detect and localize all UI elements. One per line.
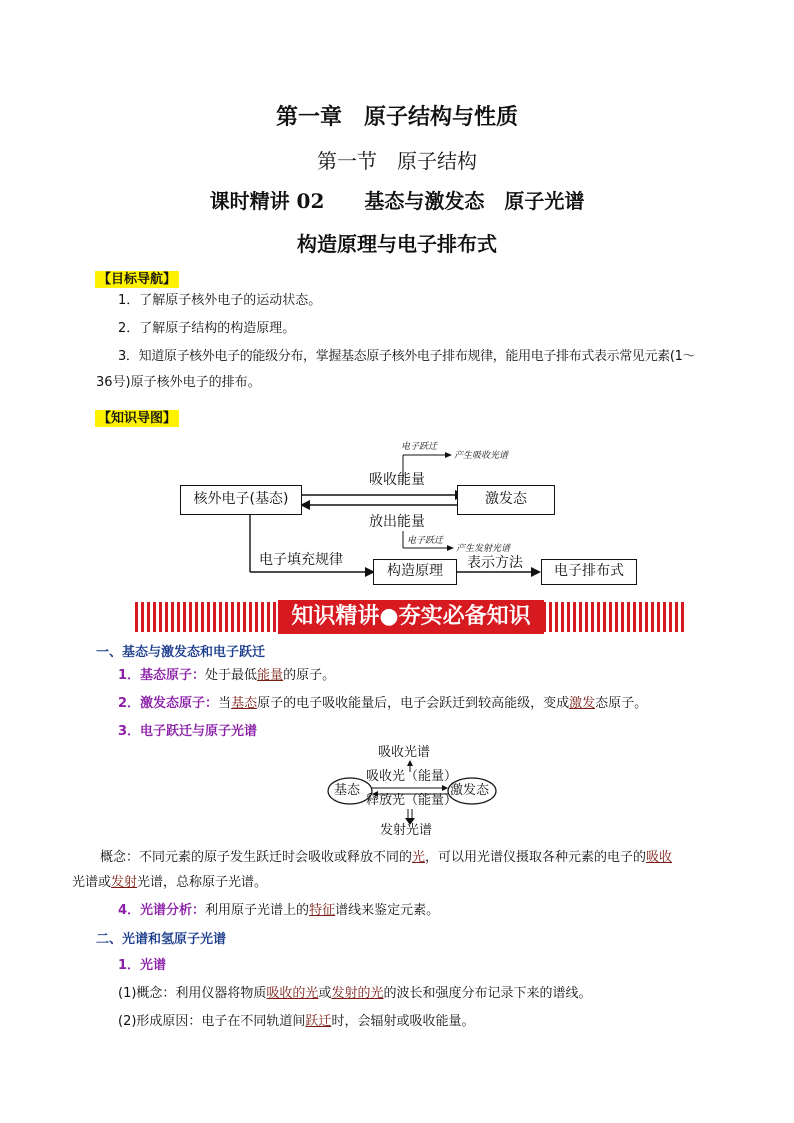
text: 光谱，总称原子光谱。	[137, 875, 268, 890]
goal-item: 1．了解原子核外电子的运动状态。	[118, 293, 322, 308]
release-energy-label: 放出能量	[369, 514, 425, 530]
underlined-answer: 跃迁	[305, 1014, 332, 1029]
section1-heading: 一、基态与激发态和电子跃迁	[96, 645, 266, 660]
box-electron-configuration: 电子排布式	[541, 559, 637, 585]
text: 时，会辐射或吸收能量。	[331, 1014, 475, 1029]
text: (1)概念：利用仪器将物质	[118, 986, 267, 1001]
item-excited-state	[118, 693, 647, 715]
underlined-answer: 吸收的光	[266, 986, 319, 1001]
text: 的波长和强度分布记录下来的谱线。	[383, 986, 592, 1001]
text: 利用原子光谱上的	[205, 903, 310, 918]
text: ，可以用光谱仪摄取各种元素的电子的	[425, 850, 647, 865]
emit-spectrum-label: 产生发射光谱	[456, 544, 511, 554]
concept-line-2	[72, 872, 267, 894]
goal-item: 36号)原子核外电子的排布。	[96, 375, 261, 390]
goal-item: 2．了解原子结构的构造原理。	[118, 321, 296, 336]
text: 当	[218, 696, 232, 711]
underlined-answer: 吸收	[646, 850, 673, 865]
underlined-answer: 基态	[231, 696, 258, 711]
item-head: 4．光谱分析：	[118, 903, 206, 918]
chapter-title: 第一章 原子结构与性质	[275, 104, 518, 130]
jump-top-label: 电子跃迁	[401, 442, 438, 452]
underlined-answer: 激发	[569, 696, 596, 711]
text: 光谱或	[72, 875, 112, 890]
text: 或	[318, 986, 332, 1001]
subsection-spectrum	[118, 955, 166, 977]
absorb-spectrum-label: 产生吸收光谱	[454, 451, 509, 461]
knowledge-map-tag: 【知识导图】	[95, 410, 179, 427]
text: 态原子。	[595, 696, 648, 711]
spectrum-cause	[118, 1011, 474, 1033]
absorb-spectrum-text: 吸收光谱	[378, 745, 431, 760]
transition-diagram	[326, 746, 498, 840]
lesson-subtitle: 构造原理与电子排布式	[297, 232, 497, 256]
text: 谱线来鉴定元素。	[335, 903, 440, 918]
banner-label: 知识精讲●夯实必备知识	[278, 600, 544, 634]
item-spectra-heading	[118, 721, 257, 743]
text: 处于最低	[205, 668, 258, 683]
underlined-answer: 光	[412, 850, 426, 865]
section-title: 第一节 原子结构	[317, 149, 477, 173]
underlined-answer: 特征	[309, 903, 336, 918]
text: (2)形成原因：电子在不同轨道间	[118, 1014, 306, 1029]
fill-rule-label: 电子填充规律	[259, 552, 343, 568]
knowledge-map	[175, 435, 645, 590]
section2-heading: 二、光谱和氢原子光谱	[96, 932, 227, 947]
section-banner	[135, 600, 685, 634]
spectrum-concept	[118, 983, 591, 1005]
lesson-title: 课时精讲 02 基态与激发态 原子光谱	[209, 189, 585, 213]
box-construction-principle: 构造原理	[373, 559, 457, 585]
underlined-answer: 能量	[257, 668, 284, 683]
goals-tag: 【目标导航】	[95, 271, 179, 288]
box-ground-state: 核外电子(基态)	[180, 485, 302, 515]
absorb-light-text: 吸收光（能量）	[366, 769, 458, 784]
text: 的原子。	[283, 668, 336, 683]
release-light-text: 释放光（能量）	[366, 793, 458, 808]
item-head: 3．电子跃迁与原子光谱	[118, 724, 258, 739]
goal-item: 3．知道原子核外电子的能级分布，掌握基态原子核外电子排布规律，能用电子排布式表示常见元素(1～	[118, 349, 696, 364]
text: 原子的电子吸收能量后，电子会跃迁到较高能级，变成	[257, 696, 570, 711]
jump-bottom-label: 电子跃迁	[407, 536, 444, 546]
ground-state-text: 基态	[334, 783, 361, 798]
concept-line-1	[100, 847, 672, 869]
absorb-energy-label: 吸收能量	[369, 472, 425, 488]
text: 概念：不同元素的原子发生跃迁时会吸收或释放不同的	[100, 850, 413, 865]
goals-section	[95, 268, 179, 287]
underlined-answer: 发射的光	[331, 986, 384, 1001]
item-head: 1．光谱	[118, 958, 167, 973]
item-ground-state	[118, 665, 335, 687]
knowledge-map-tag-wrap	[95, 407, 179, 426]
underlined-answer: 发射	[111, 875, 138, 890]
item-spectral-analysis	[118, 900, 439, 922]
item-head: 2．激发态原子：	[118, 696, 219, 711]
excited-state-text: 激发态	[450, 783, 490, 798]
item-head: 1．基态原子：	[118, 668, 206, 683]
box-excited-state: 激发态	[457, 485, 555, 515]
represent-label: 表示方法	[467, 555, 523, 571]
emit-spectrum-text: 发射光谱	[380, 823, 433, 838]
